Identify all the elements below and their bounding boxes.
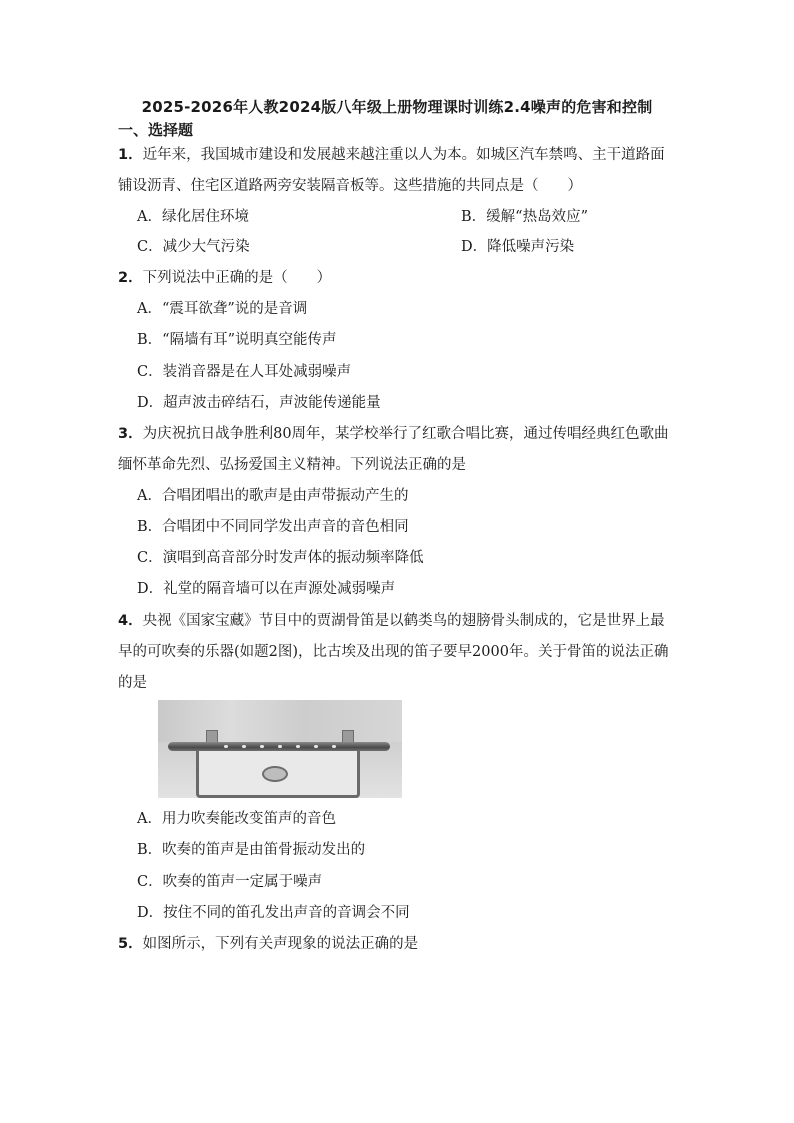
question-3 bbox=[118, 424, 669, 444]
question-3-option-a[interactable]: A．合唱团唱出的歌声是由声带振动产生的 bbox=[137, 488, 409, 504]
page-title: 2025-2026年人教2024版八年级上册物理课时训练2.4噪声的危害和控制 bbox=[141, 98, 653, 116]
question-3-line-1: 为庆祝抗日战争胜利80周年，某学校举行了红歌合唱比赛，通过传唱经典红色歌曲 bbox=[142, 426, 669, 442]
question-5-line-1: 如图所示，下列有关声现象的说法正确的是 bbox=[142, 936, 419, 952]
question-3-number: 3． bbox=[118, 426, 143, 442]
question-1-line-2: 铺设沥青、住宅区道路两旁安装隔音板等。这些措施的共同点是（ ） bbox=[118, 178, 582, 194]
question-2 bbox=[118, 268, 331, 288]
question-1-option-d[interactable]: D．降低噪声污染 bbox=[461, 239, 575, 255]
question-1-line-1: 近年来，我国城市建设和发展越来越注重以人为本。如城区汽车禁鸣、主干道路面 bbox=[142, 147, 665, 163]
question-2-line-1: 下列说法中正确的是（ ） bbox=[142, 270, 332, 286]
question-4 bbox=[118, 611, 665, 631]
question-1-option-c[interactable]: C．减少大气污染 bbox=[137, 239, 250, 255]
question-2-option-a[interactable]: A．“震耳欲聋”说的是音调 bbox=[137, 301, 308, 317]
question-2-option-d[interactable]: D．超声波击碎结石，声波能传递能量 bbox=[137, 395, 381, 411]
question-4-option-c[interactable]: C．吹奏的笛声一定属于噪声 bbox=[137, 874, 323, 890]
question-4-option-a[interactable]: A．用力吹奏能改变笛声的音色 bbox=[137, 811, 336, 827]
bone-flute-photo bbox=[158, 700, 402, 798]
question-4-line-2: 早的可吹奏的乐器(如题2图)，比古埃及出现的笛子要早2000年。关于骨笛的说法正确 bbox=[118, 644, 669, 660]
question-4-line-3: 的是 bbox=[118, 675, 147, 691]
question-3-option-b[interactable]: B．合唱团中不同同学发出声音的音色相同 bbox=[137, 519, 409, 535]
question-2-option-c[interactable]: C．装消音器是在人耳处减弱噪声 bbox=[137, 364, 352, 380]
question-4-option-d[interactable]: D．按住不同的笛孔发出声音的音调会不同 bbox=[137, 905, 410, 921]
question-1 bbox=[118, 145, 665, 165]
question-3-line-2: 缅怀革命先烈、弘扬爱国主义精神。下列说法正确的是 bbox=[118, 457, 466, 473]
question-1-option-b[interactable]: B．缓解“热岛效应” bbox=[461, 209, 588, 225]
question-4-option-b[interactable]: B．吹奏的笛声是由笛骨振动发出的 bbox=[137, 842, 366, 858]
question-4-number: 4． bbox=[118, 613, 143, 629]
question-2-option-b[interactable]: B．“隔墙有耳”说明真空能传声 bbox=[137, 332, 337, 348]
question-5 bbox=[118, 934, 418, 954]
question-1-number: 1． bbox=[118, 147, 143, 163]
question-2-number: 2． bbox=[118, 270, 143, 286]
question-3-option-c[interactable]: C．演唱到高音部分时发声体的振动频率降低 bbox=[137, 550, 424, 566]
question-1-option-a[interactable]: A．绿化居住环境 bbox=[137, 209, 249, 225]
question-4-line-1: 央视《国家宝藏》节目中的贾湖骨笛是以鹤类鸟的翅膀骨头制成的，它是世界上最 bbox=[142, 613, 665, 629]
question-5-number: 5． bbox=[118, 936, 143, 952]
section-heading: 一、选择题 bbox=[118, 121, 194, 139]
question-3-option-d[interactable]: D．礼堂的隔音墙可以在声源处减弱噪声 bbox=[137, 581, 396, 597]
